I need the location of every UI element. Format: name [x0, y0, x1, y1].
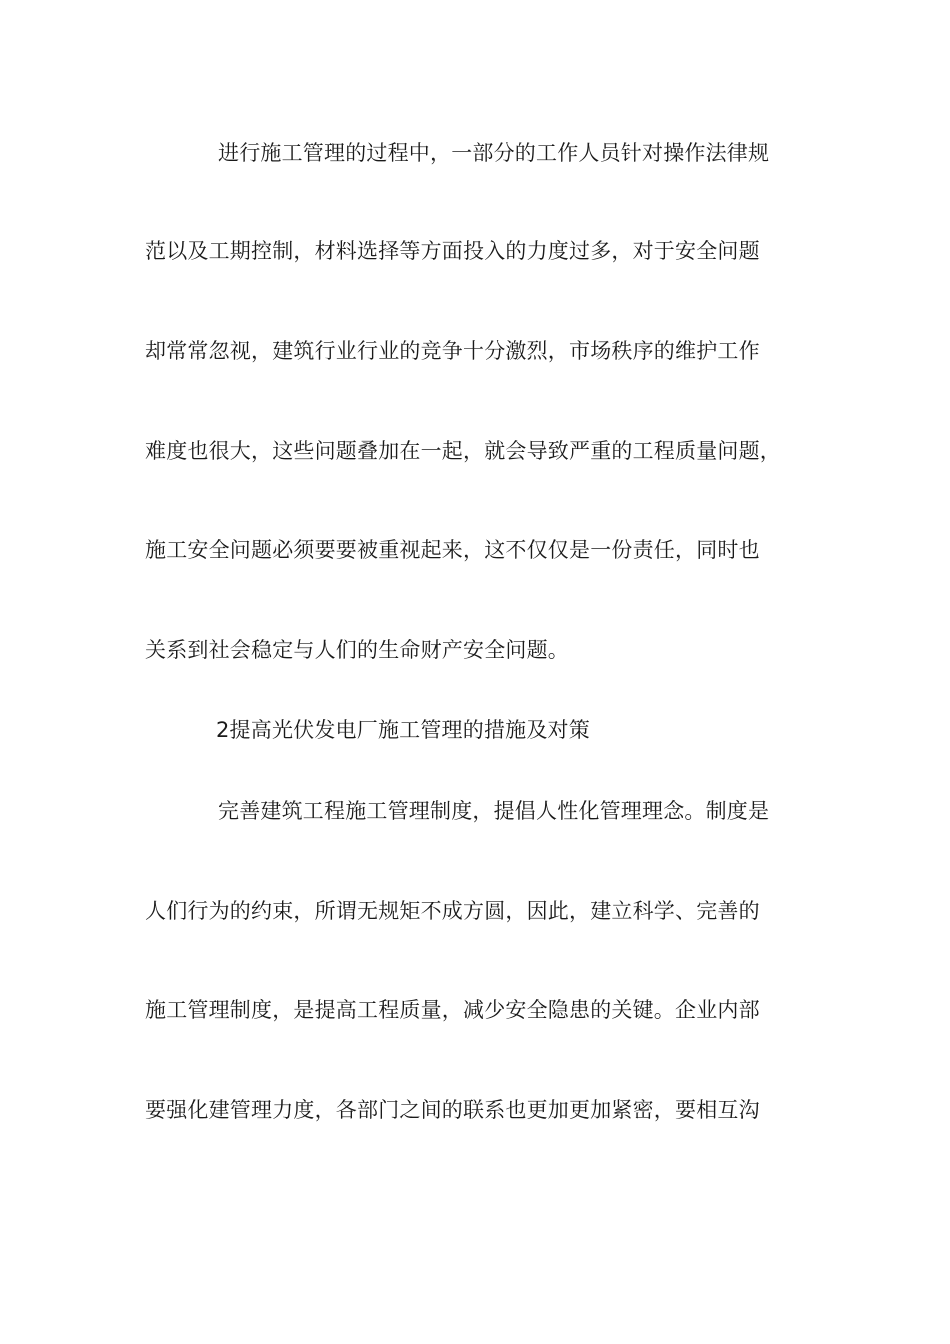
paragraph-1-line-5: 施工安全问题必须要要被重视起来，这不仅仅是一份责任，同时也 [145, 538, 760, 562]
section-heading: 2提高光伏发电厂施工管理的措施及对策 [216, 718, 590, 742]
paragraph-1-line-4: 难度也很大，这些问题叠加在一起，就会导致严重的工程质量问题， [145, 439, 781, 463]
paragraph-2-line-1: 完善建筑工程施工管理制度，提倡人性化管理理念。制度是 [218, 799, 770, 823]
paragraph-2-line-3: 施工管理制度，是提高工程质量，减少安全隐患的关键。企业内部 [145, 998, 760, 1022]
paragraph-1-line-3: 却常常忽视，建筑行业行业的竞争十分激烈，市场秩序的维护工作 [145, 339, 760, 363]
paragraph-1-line-6: 关系到社会稳定与人们的生命财产安全问题。 [145, 638, 569, 662]
paragraph-2-line-2: 人们行为的约束，所谓无规矩不成方圆，因此，建立科学、完善的 [145, 899, 760, 923]
paragraph-2-line-4: 要强化建管理力度，各部门之间的联系也更加更加紧密，要相互沟 [145, 1098, 760, 1122]
paragraph-1-line-1: 进行施工管理的过程中，一部分的工作人员针对操作法律规 [218, 141, 770, 165]
paragraph-1-line-2: 范以及工期控制，材料选择等方面投入的力度过多，对于安全问题 [145, 239, 760, 263]
